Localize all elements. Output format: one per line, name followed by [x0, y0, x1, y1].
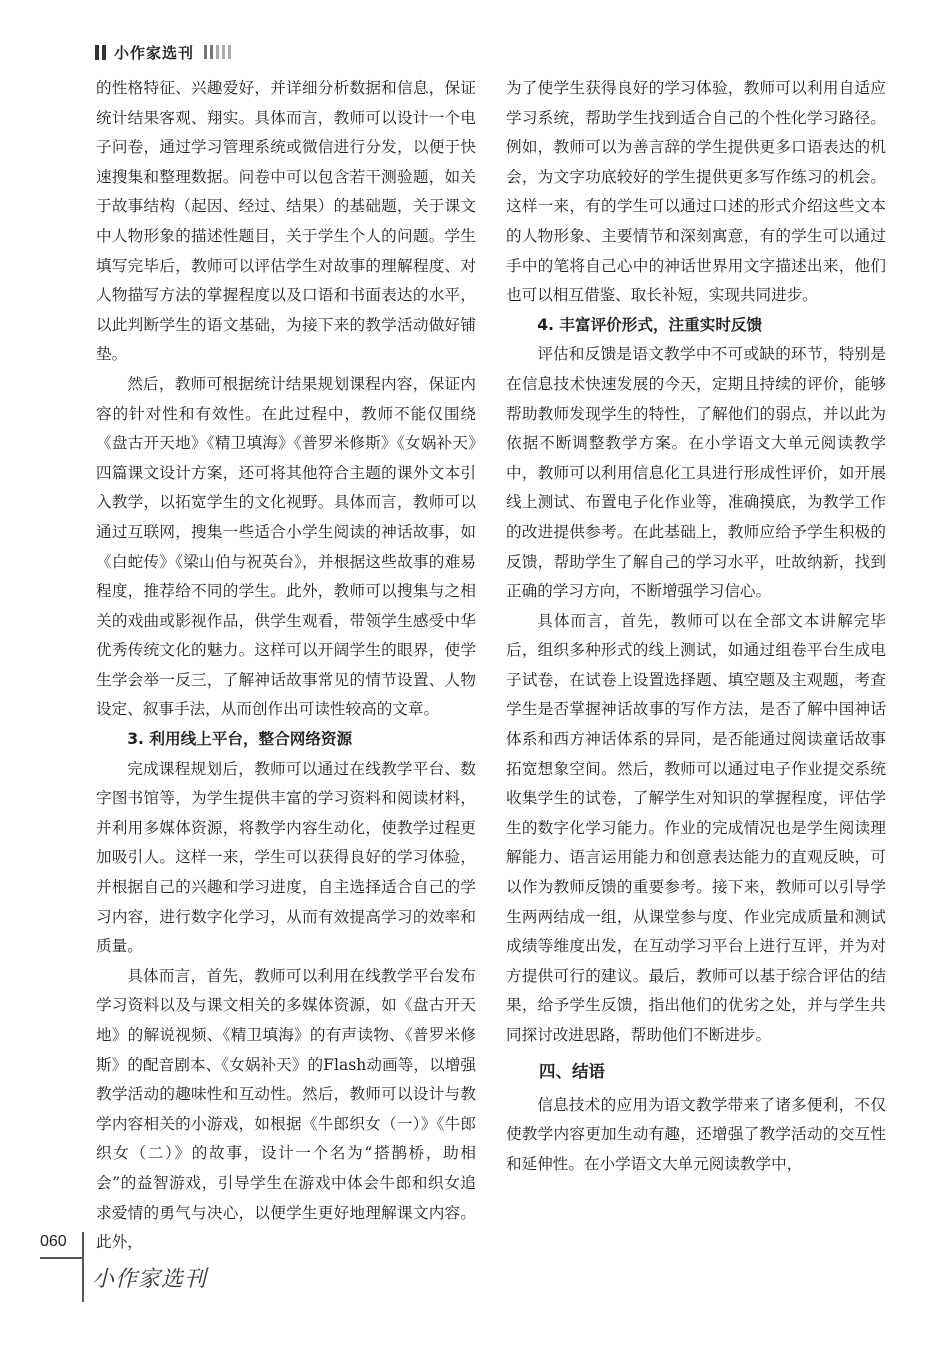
- left-column: [96, 74, 476, 1258]
- paragraph: 然后，教师可根据统计结果规划课程内容，保证内容的针对性和有效性。在此过程中，教师不能仅围绕《盘古开天地》《精卫填海》《普罗米修斯》《女娲补天》四篇课文设计方案，还可将其他符合主题的课外文本引入教学，以拓宽学生的文化视野。具体而言，教师可以通过互联网，搜集一些适合小学生阅读的神话故事，如《白蛇传》《梁山伯与祝英台》，并根据这些故事的难易程度，推荐给不同的学生。此外，教师可以搜集与之相关的戏曲或影视作品，供学生观看，带领学生感受中华优秀传统文化的魅力。这样可以开阔学生的眼界，使学生学会举一反三，了解神话故事常见的情节设置、人物设定、叙事手法，从而创作出可读性较高的文章。: [96, 374, 476, 719]
- journal-title: 小作家选刊: [114, 43, 195, 62]
- paragraph: 为了使学生获得良好的学习体验，教师可以利用自适应学习系统，帮助学生找到适合自己的个性化学习路径。例如，教师可以为善言辞的学生提供更多口语表达的机会，为文字功底较好的学生提供更多写作练习的机会。这样一来，有的学生可以通过口述的形式介绍这些文本的人物形象、主要情节和深刻寓意，有的学生可以通过手中的笔将自己心中的神话世界用文字描述出来，他们也可以相互借鉴、取长补短，实现共同进步。: [506, 79, 886, 305]
- section-heading: 4. 丰富评价形式，注重实时反馈: [537, 315, 763, 334]
- paragraph: 评估和反馈是语文教学中不可或缺的环节，特别是在信息技术快速发展的今天，定期且持续的评价，能够帮助教师发现学生的特性，了解他们的弱点，并以此为依据不断调整教学方案。在小学语文大单元阅读教学中，教师可以利用信息化工具进行形成性评价，如开展线上测试、布置电子化作业等，准确摸底，为教学工作的改进提供参考。在此基础上，教师应给予学生积极的反馈，帮助学生了解自己的学习水平，吐故纳新，找到正确的学习方向，不断增强学习信心。: [506, 345, 886, 601]
- running-header: [95, 40, 231, 64]
- conclusion-heading: 四、结语: [539, 1061, 605, 1081]
- footer-rule-horizontal: [40, 1257, 82, 1259]
- paragraph: 的性格特征、兴趣爱好，并详细分析数据和信息，保证统计结果客观、翔实。具体而言，教师可以设计一个电子问卷，通过学习管理系统或微信进行分发，以便于快速搜集和整理数据。问卷中可以包含若干测验题，如关于故事结构（起因、经过、结果）的基础题，关于课文中人物形象的描述性题目，关于学生个人的问题。学生填写完毕后，教师可以评估学生对故事的理解程度、对人物描写方法的掌握程度以及口语和书面表达的水平，以此判断学生的语文基础，为接下来的教学活动做好铺垫。: [96, 79, 476, 364]
- section-heading: 3. 利用线上平台，整合网络资源: [127, 730, 353, 749]
- header-bars-right: [204, 45, 231, 59]
- header-bars-left: [95, 45, 106, 60]
- right-column: [506, 74, 886, 1179]
- paragraph: 完成课程规划后，教师可以通过在线教学平台、数字图书馆等，为学生提供丰富的学习资料和阅读材料，并利用多媒体资源，将教学内容生动化，使教学过程更加吸引人。这样一来，学生可以获得良好的学习体验，并根据自己的兴趣和学习进度，自主选择适合自己的学习内容，进行数字化学习，从而有效提高学习的效率和质量。: [96, 759, 476, 956]
- paragraph: 具体而言，首先，教师可以利用在线教学平台发布学习资料以及与课文相关的多媒体资源，如《盘古开天地》的解说视频、《精卫填海》的有声读物、《普罗米修斯》的配音剧本、《女娲补天》的Flash动画等，以增强教学活动的趣味性和互动性。然后，教师可以设计与教学内容相关的小游戏，如根据《牛郎织女（一）》《牛郎织女（二）》的故事，设计一个名为“搭鹊桥，助相会”的益智游戏，引导学生在游戏中体会牛郎和织女追求爱情的勇气与决心，以便学生更好地理解课文内容。此外，: [96, 966, 476, 1252]
- footer-rule-vertical: [82, 1232, 84, 1302]
- paragraph: 具体而言，首先，教师可以在全部文本讲解完毕后，组织多种形式的线上测试，如通过组卷平台生成电子试卷，在试卷上设置选择题、填空题及主观题，考查学生是否掌握神话故事的写作方法，是否了解中国神话体系和西方神话体系的异同，是否能通过阅读童话故事拓宽想象空间。然后，教师可以通过电子作业提交系统收集学生的试卷，了解学生对知识的掌握程度，评估学生的数字化学习能力。作业的完成情况也是学生阅读理解能力、语言运用能力和创意表达能力的直观反映，可以作为教师反馈的重要参考。接下来，教师可以引导学生两两结成一组，从课堂参与度、作业完成质量和测试成绩等维度出发，在互动学习平台上进行互评，并为对方提供可行的建议。最后，教师可以基于综合评估的结果，给予学生反馈，指出他们的优劣之处，并与学生共同探讨改进思路，帮助他们不断进步。: [506, 611, 886, 1044]
- paragraph: 信息技术的应用为语文教学带来了诸多便利，不仅使教学内容更加生动有趣，还增强了教学活动的交互性和延伸性。在小学语文大单元阅读教学中，: [506, 1095, 886, 1173]
- footer-logo: 小作家选刊: [92, 1267, 208, 1292]
- page-number: 060: [40, 1233, 67, 1250]
